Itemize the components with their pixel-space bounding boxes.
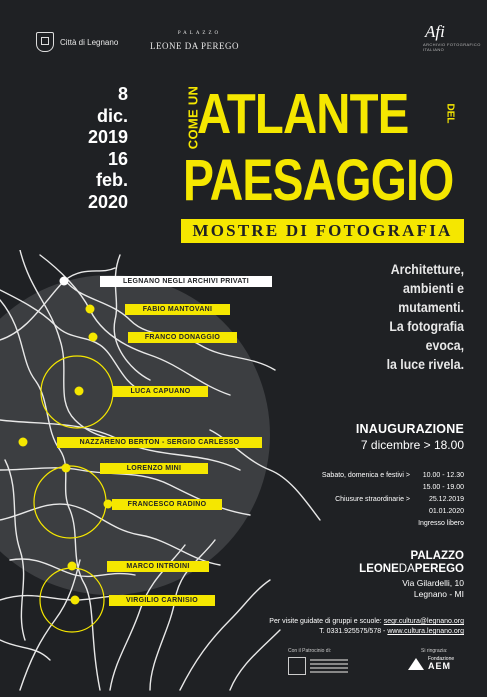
label-mantovani: FABIO MANTOVANI [125, 304, 230, 315]
tagline-line: Architetture, [390, 261, 464, 277]
title-suffix-text: DEL [444, 103, 456, 124]
inauguration-date: 7 dicembre > 18.00 [360, 438, 464, 452]
hours-row [294, 470, 464, 482]
venue-line-1: PALAZZO [410, 550, 464, 562]
contact-email-link[interactable]: segr.cultura@legnano.org [383, 618, 464, 625]
hours-row [294, 518, 464, 530]
sponsor-text [428, 656, 454, 672]
hours-value: 25.12.2019 [428, 496, 464, 503]
patronage-text-lines [310, 657, 348, 679]
hours-row [294, 482, 464, 494]
opening-hours [294, 470, 464, 530]
visits-line-1 [230, 617, 464, 627]
label-radino: FRANCESCO RADINO [112, 499, 222, 510]
hours-row [294, 506, 464, 518]
venue-word-perego: PEREGO [414, 563, 464, 575]
marker-mini [62, 464, 71, 473]
exhibition-dates [60, 84, 128, 213]
patronage-emblem-icon [288, 657, 306, 675]
marker-mantovani [86, 305, 95, 314]
address-city: Legnano - MI [413, 589, 464, 599]
marker-berton-carlesso [19, 438, 28, 447]
date-day-end: 16 [107, 148, 128, 169]
guided-visits-info [230, 617, 464, 637]
label-capuano: LUCA CAPUANO [113, 386, 208, 397]
tagline-line: La fotografia [389, 318, 464, 334]
venue-word-da: DA [398, 563, 415, 575]
inauguration-label: INAUGURAZIONE [355, 422, 464, 436]
aem-triangle-icon [408, 658, 424, 670]
hours-value: 10.00 - 12.30 [422, 472, 464, 479]
sponsor-small: Fondazione [428, 656, 455, 662]
title-line-2: PAESAGGIO [183, 148, 454, 213]
palazzo-logo-small: PALAZZO [177, 31, 222, 36]
hours-key [294, 518, 390, 530]
afi-logo-subtitle: ARCHIVIO FOTOGRAFICO ITALIANO [423, 42, 481, 52]
hours-key: Sabato, domenica e festivi > [321, 472, 410, 479]
marker-donaggio [89, 333, 98, 342]
sponsor-logo-aem [408, 656, 454, 672]
marker-capuano [75, 387, 84, 396]
date-day-start: 8 [117, 84, 128, 104]
date-year-end: 2020 [87, 191, 128, 212]
title-prefix [175, 85, 201, 150]
city-crest-icon [36, 32, 54, 52]
date-month-end: feb. [95, 170, 128, 190]
venue-line-2 [340, 563, 464, 576]
palazzo-logo[interactable] [150, 31, 239, 54]
label-mini: LORENZO MINI [100, 463, 208, 474]
marker-carnisio [71, 596, 80, 605]
venue-address [340, 578, 464, 600]
hours-value: Ingresso libero [418, 520, 464, 527]
patronage-logo [288, 657, 348, 679]
venue-name [340, 550, 464, 576]
title-subtitle: MOSTRE DI FOTOGRAFIA [181, 219, 464, 243]
hours-key: Chiusure straordinarie > [335, 496, 410, 503]
title-suffix [446, 92, 460, 138]
tagline [346, 260, 464, 374]
visits-phone: T. 0331.925575/578 - [319, 628, 386, 635]
tagline-line: mutamenti. [398, 299, 464, 315]
hours-value: 15.00 - 19.00 [422, 484, 464, 491]
thanks-label: Si ringrazia: [421, 648, 448, 654]
sponsor-big: AEM [428, 661, 451, 671]
marker-archivi-privati [60, 277, 69, 286]
marker-introini [68, 562, 77, 571]
city-logo-text: Città di Legnano [60, 37, 119, 47]
venue-word-leone: LEONE [359, 563, 399, 575]
afi-logo[interactable]: Afi [425, 22, 445, 41]
label-carnisio: VIRGILIO CARNISIO [109, 595, 215, 606]
map-disc [0, 275, 270, 595]
hours-row [294, 494, 464, 506]
hours-key [294, 482, 410, 494]
palazzo-logo-big: LEONE DA PEREGO [150, 41, 239, 51]
visits-line-2 [230, 627, 464, 637]
title-prefix-text: COME UN [185, 85, 201, 150]
tagline-line: evoca, [425, 337, 464, 353]
label-donaggio: FRANCO DONAGGIO [128, 332, 237, 343]
date-year-start: 2019 [87, 127, 128, 147]
label-archivi-privati: LEGNANO NEGLI ARCHIVI PRIVATI [100, 276, 272, 287]
city-logo[interactable] [36, 32, 118, 52]
patronage-label: Con il Patrocinio di: [288, 648, 332, 654]
label-introini: MARCO INTROINI [107, 561, 209, 572]
hours-key [294, 506, 410, 518]
visits-prefix: Per visite guidate di gruppi e scuole: [269, 618, 382, 625]
website-link[interactable]: www.cultura.legnano.org [387, 628, 464, 635]
tagline-line: ambienti e [403, 280, 464, 296]
title-line-1: ATLANTE [197, 82, 409, 146]
tagline-line: la luce rivela. [386, 356, 464, 372]
hours-value: 01.01.2020 [428, 508, 464, 515]
address-street: Via Gilardelli, 10 [402, 578, 464, 588]
label-berton-carlesso: NAZZARENO BERTON - SERGIO CARLESSO [57, 437, 262, 448]
date-month-start: dic. [96, 105, 128, 126]
